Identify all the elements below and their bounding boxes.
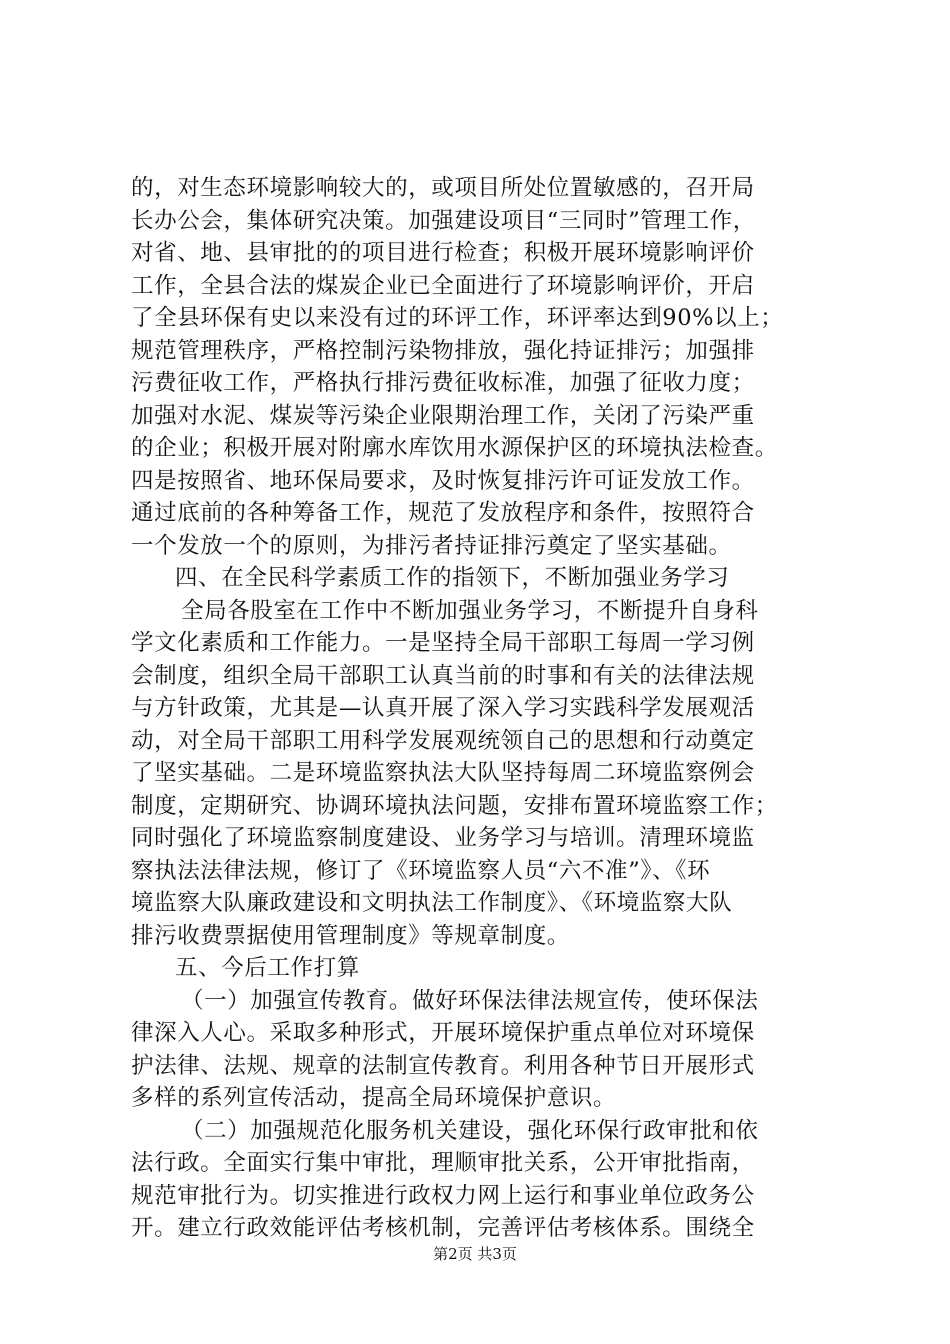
paragraph-line: 四是按照省、地环保局要求，及时恢复排污许可证发放工作。 [131,467,755,494]
paragraph-line: 一个发放一个的原则，为排污者持证排污奠定了坚实基础。 [131,532,732,559]
paragraph-line: 污费征收工作，严格执行排污费征收标准，加强了征收力度； [131,370,755,396]
paragraph-line: 了坚实基础。二是环境监察执法大队坚持每周二环境监察例会 [131,760,755,786]
paragraph-line: 法行政。全面实行集中审批，理顺审批关系，公开审批指南， [131,1150,755,1176]
paragraph-line: 了全县环保有史以来没有过的环评工作，环评率达到90%以上； [131,305,784,331]
paragraph-line: 排污收费票据使用管理制度》等规章制度。 [131,922,570,949]
paragraph-line: 学文化素质和工作能力。一是坚持全局干部职工每周一学习例 [131,630,755,656]
paragraph-line: 察执法法律法规，修订了《环境监察人员“六不准”》、《环 [131,857,711,884]
paragraph-line: 全局各股室在工作中不断加强业务学习，不断提升自身科 [181,597,759,624]
paragraph-line: 多样的系列宣传活动，提高全局环境保护意识。 [131,1085,617,1111]
paragraph-line: （一）加强宣传教育。做好环保法律法规宣传，使环保法 [181,987,759,1014]
document-body [131,172,831,1245]
paragraph-line: 对省、地、县审批的的项目进行检查；积极开展环境影响评价 [131,240,755,266]
paragraph-line: 开。建立行政效能评估考核机制，完善评估考核体系。围绕全 [131,1215,755,1241]
paragraph-line: 的，对生态环境影响较大的，或项目所处位置敏感的，召开局 [131,175,755,201]
section-heading: 四、在全民科学素质工作的指领下，不断加强业务学习 [175,565,730,591]
paragraph-line: 律深入人心。采取多种形式，开展环境保护重点单位对环境保 [131,1020,755,1046]
paragraph-line: 制度，定期研究、协调环境执法问题，安排布置环境监察工作； [131,792,778,819]
paragraph-line: 规范管理秩序，严格控制污染物排放，强化持证排污；加强排 [131,337,755,364]
paragraph-line: 通过底前的各种筹备工作，规范了发放程序和条件，按照符合 [131,500,755,526]
section-heading: 五、今后工作打算 [175,955,360,981]
paragraph-line: 长办公会，集体研究决策。加强建设项目“三同时”管理工作， [131,207,756,234]
paragraph-line: 加强对水泥、煤炭等污染企业限期治理工作，关闭了污染严重 [131,402,755,429]
paragraph-line: 护法律、法规、规章的法制宣传教育。利用各种节日开展形式 [131,1052,755,1079]
paragraph-line: 的企业；积极开展对附廓水库饮用水源保护区的环境执法检查。 [131,435,778,461]
paragraph-line: 规范审批行为。切实推进行政权力网上运行和事业单位政务公 [131,1182,755,1209]
paragraph-line: 与方针政策，尤其是—认真开展了深入学习实践科学发展观活 [131,695,755,721]
paragraph-line: 境监察大队廉政建设和文明执法工作制度》、《环境监察大队 [131,890,733,916]
paragraph-line: 同时强化了环境监察制度建设、业务学习与培训。清理环境监 [131,825,755,851]
paragraph-line: 动，对全局干部职工用科学发展观统领自己的思想和行动奠定 [131,727,755,754]
paragraph-line: 工作，全县合法的煤炭企业已全面进行了环境影响评价，开启 [131,272,755,299]
paragraph-line: （二）加强规范化服务机关建设，强化环保行政审批和依 [181,1117,759,1144]
paragraph-line: 会制度，组织全局干部职工认真当前的时事和有关的法律法规 [131,662,755,689]
page-number-footer: 第2页 共3页 [433,1245,517,1263]
